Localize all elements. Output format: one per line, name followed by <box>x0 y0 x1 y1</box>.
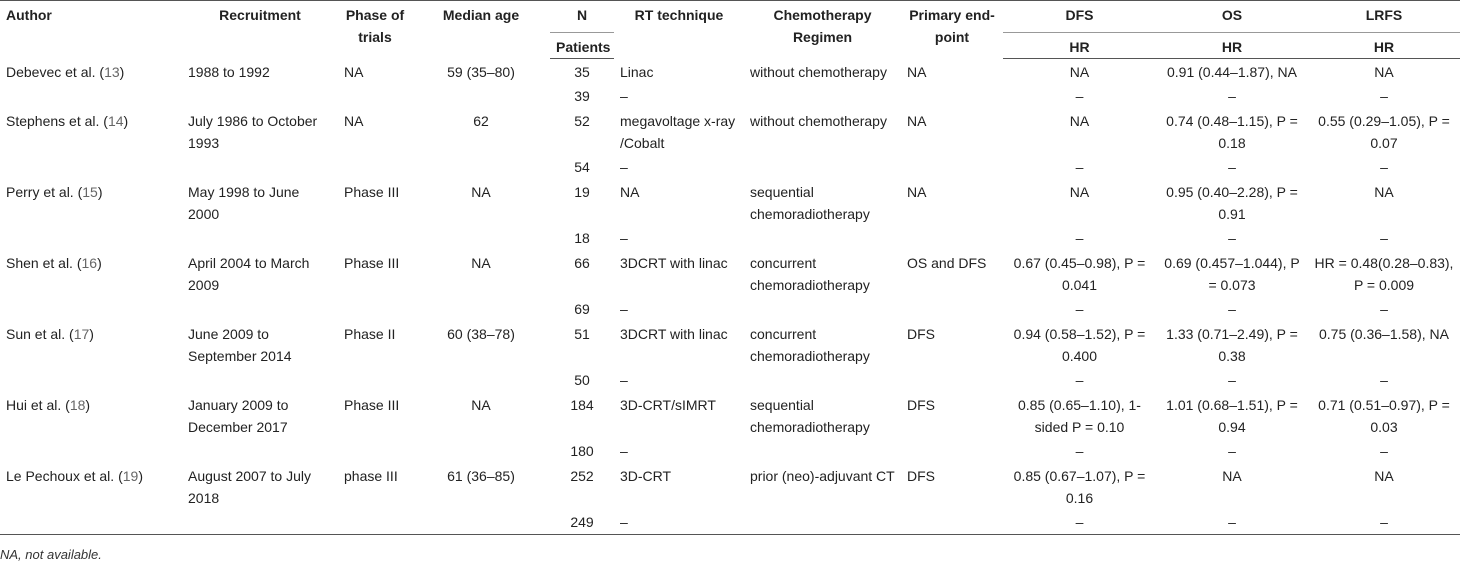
cell-rt: – <box>620 230 628 246</box>
cell-rt: NA <box>620 184 640 200</box>
table-row <box>0 108 1460 154</box>
cell-recruitment: May 1998 to June 2000 <box>188 184 300 222</box>
cell-author: Shen et al. (16) <box>6 255 102 271</box>
cell-primary-endpoint: NA <box>907 113 927 129</box>
cell-primary-endpoint: DFS <box>907 397 935 413</box>
reference-link[interactable]: 14 <box>107 113 124 129</box>
cell-rt: – <box>620 301 628 317</box>
header-median-age: Median age <box>412 1 550 59</box>
cell-os: 0.69 (0.457–1.044), P = 0.073 <box>1164 255 1300 293</box>
cell-recruitment: July 1986 to October 1993 <box>188 113 318 151</box>
cell-lrfs: NA <box>1374 184 1394 200</box>
header-os-hr: HR <box>1156 33 1308 59</box>
table-subrow <box>0 296 1460 321</box>
cell-author: Hui et al. (18) <box>6 397 91 413</box>
cell-n: 18 <box>574 230 590 246</box>
table-row <box>0 463 1460 509</box>
cell-n: 51 <box>574 326 590 342</box>
cell-phase: phase III <box>344 468 398 484</box>
table-subrow <box>0 438 1460 463</box>
header-lrfs-hr: HR <box>1308 33 1460 59</box>
cell-os: – <box>1228 88 1236 104</box>
table-row <box>0 392 1460 438</box>
cell-author: Debevec et al. (13) <box>6 63 125 80</box>
cell-os: 1.33 (0.71–2.49), P = 0.38 <box>1166 326 1298 364</box>
cell-rt: – <box>620 159 628 175</box>
cell-phase: Phase III <box>344 255 400 271</box>
cell-dfs: 0.67 (0.45–0.98), P = 0.041 <box>1013 255 1146 293</box>
cell-n: 69 <box>574 301 590 317</box>
header-dfs: DFS <box>1003 1 1156 33</box>
cell-os: 0.91 (0.44–1.87), NA <box>1167 64 1297 80</box>
cell-os: – <box>1228 443 1236 459</box>
table-row <box>0 321 1460 367</box>
cell-rt: 3DCRT with linac <box>620 255 728 271</box>
cell-phase: Phase III <box>344 184 400 200</box>
cell-rt: – <box>614 509 744 535</box>
cell-author: Stephens et al. (14) <box>6 113 129 129</box>
cell-n: 50 <box>574 372 590 388</box>
cell-primary-endpoint: DFS <box>907 326 935 342</box>
cell-author: Le Pechoux et al. (19) <box>6 468 143 484</box>
cell-os: 1.01 (0.68–1.51), P = 0.94 <box>1166 397 1298 435</box>
header-dfs-hr: HR <box>1003 33 1156 59</box>
header-lrfs: LRFS <box>1308 1 1460 33</box>
header-patients: Patients <box>550 33 614 59</box>
cell-n: 39 <box>574 88 590 104</box>
cell-dfs: – <box>1075 372 1084 388</box>
table-subrow <box>0 154 1460 179</box>
cell-lrfs: – <box>1308 509 1460 535</box>
reference-link[interactable]: 17 <box>73 326 90 342</box>
cell-lrfs: 0.71 (0.51–0.97), P = 0.03 <box>1318 397 1450 435</box>
header-recruitment: Recruitment <box>182 1 338 59</box>
cell-recruitment: 1988 to 1992 <box>188 63 270 80</box>
header-primary-endpoint: Primary end-point <box>901 1 1003 59</box>
reference-link[interactable]: 16 <box>81 255 98 271</box>
cell-lrfs: – <box>1380 443 1388 459</box>
cell-lrfs: NA <box>1374 64 1394 80</box>
cell-dfs: 0.85 (0.67–1.07), P = 0.16 <box>1013 468 1146 506</box>
cell-author: Sun et al. (17) <box>6 326 94 342</box>
cell-chemo: sequential chemoradiotherapy <box>750 397 870 435</box>
cell-dfs: NA <box>1069 184 1090 200</box>
table-row <box>0 59 1460 84</box>
cell-phase: NA <box>344 113 364 129</box>
header-n: N <box>550 1 614 33</box>
cell-chemo: without chemotherapy <box>750 113 887 129</box>
cell-n: 249 <box>550 509 614 535</box>
cell-os: 0.95 (0.40–2.28), P = 0.91 <box>1166 184 1298 222</box>
reference-link[interactable]: 15 <box>82 184 98 200</box>
cell-n: 52 <box>574 113 590 129</box>
cell-rt: – <box>620 88 628 104</box>
cell-primary-endpoint: NA <box>907 63 927 80</box>
cell-median-age: 60 (38–78) <box>447 326 515 342</box>
cell-lrfs: NA <box>1374 468 1394 484</box>
cell-primary-endpoint: DFS <box>907 468 935 484</box>
header-rt-technique: RT technique <box>614 1 744 59</box>
table-subrow <box>0 509 1460 535</box>
reference-link[interactable]: 18 <box>69 397 86 413</box>
cell-n: 54 <box>574 159 590 175</box>
cell-dfs: NA <box>1069 113 1090 129</box>
cell-dfs: – <box>1003 509 1156 535</box>
cell-lrfs: – <box>1380 301 1388 317</box>
table-row <box>0 179 1460 225</box>
cell-lrfs: – <box>1380 159 1388 175</box>
cell-median-age: NA <box>471 397 491 413</box>
cell-dfs: 0.85 (0.65–1.10), 1-sided P = 0.10 <box>1018 397 1141 435</box>
header-author: Author <box>0 1 182 59</box>
cell-os: – <box>1228 159 1236 175</box>
cell-recruitment: June 2009 to September 2014 <box>188 326 292 364</box>
header-phase: Phase of trials <box>338 1 412 59</box>
cell-os: – <box>1228 372 1236 388</box>
cell-primary-endpoint: NA <box>907 184 927 200</box>
cell-rt: 3D-CRT/sIMRT <box>620 397 716 413</box>
header-os: OS <box>1156 1 1308 33</box>
cell-chemo: prior (neo)-adjuvant CT <box>750 468 895 484</box>
cell-lrfs: – <box>1380 88 1388 104</box>
table-footnote: NA, not available. <box>0 547 102 562</box>
cell-chemo: sequential chemoradiotherapy <box>750 184 870 222</box>
cell-lrfs: 0.55 (0.29–1.05), P = 0.07 <box>1318 113 1450 151</box>
cell-n: 252 <box>570 468 594 484</box>
cell-chemo: concurrent chemoradiotherapy <box>750 326 870 364</box>
cell-median-age: NA <box>471 255 491 271</box>
cell-dfs: – <box>1075 159 1084 175</box>
table-subrow <box>0 225 1460 250</box>
cell-author: Perry et al. (15) <box>6 184 103 200</box>
cell-median-age: NA <box>471 184 491 200</box>
cell-phase: Phase III <box>344 397 400 413</box>
cell-recruitment: April 2004 to March 2009 <box>188 255 310 293</box>
cell-lrfs: – <box>1380 230 1388 246</box>
reference-link[interactable]: 19 <box>122 468 139 484</box>
cell-dfs: – <box>1075 443 1084 459</box>
header-chemo: Chemotherapy Regimen <box>744 1 901 59</box>
cell-dfs: – <box>1075 230 1084 246</box>
cell-n: 66 <box>574 255 590 271</box>
cell-dfs: – <box>1075 88 1084 104</box>
cell-lrfs: HR = 0.48(0.28–0.83), P = 0.009 <box>1314 255 1454 293</box>
cell-n: 35 <box>574 64 590 80</box>
cell-chemo: without chemotherapy <box>750 63 887 80</box>
cell-dfs: NA <box>1069 64 1090 80</box>
cell-n: 184 <box>570 397 594 413</box>
cell-phase: Phase II <box>344 326 396 342</box>
cell-rt: 3D-CRT <box>620 468 672 484</box>
cell-rt: – <box>620 443 628 459</box>
table-row <box>0 250 1460 296</box>
cell-lrfs: – <box>1380 372 1388 388</box>
reference-link[interactable]: 13 <box>104 63 120 80</box>
cell-n: 19 <box>574 184 590 200</box>
table-subrow <box>0 367 1460 392</box>
cell-phase: NA <box>344 63 364 80</box>
cell-os: 0.74 (0.48–1.15), P = 0.18 <box>1166 113 1298 151</box>
cell-median-age: 59 (35–80) <box>447 63 515 80</box>
cell-dfs: 0.94 (0.58–1.52), P = 0.400 <box>1013 326 1146 364</box>
cell-n: 180 <box>570 443 594 459</box>
cell-chemo: concurrent chemoradiotherapy <box>750 255 870 293</box>
cell-os: – <box>1156 509 1308 535</box>
cell-median-age: 61 (36–85) <box>447 468 515 484</box>
cell-recruitment: August 2007 to July 2018 <box>188 468 311 506</box>
cell-os: – <box>1228 230 1236 246</box>
cell-os: – <box>1228 301 1236 317</box>
cell-rt: 3DCRT with linac <box>620 326 728 342</box>
cell-recruitment: January 2009 to December 2017 <box>188 397 289 435</box>
table-subrow <box>0 83 1460 108</box>
cell-primary-endpoint: OS and DFS <box>907 255 987 271</box>
cell-dfs: – <box>1075 301 1084 317</box>
cell-lrfs: 0.75 (0.36–1.58), NA <box>1319 326 1449 342</box>
cell-median-age: 62 <box>473 113 489 129</box>
cell-rt: – <box>620 372 628 388</box>
header-row <box>0 1 1460 33</box>
cell-os: NA <box>1222 468 1242 484</box>
cell-rt: Linac <box>620 63 654 80</box>
cell-rt: megavoltage x-ray /Cobalt <box>620 113 736 151</box>
